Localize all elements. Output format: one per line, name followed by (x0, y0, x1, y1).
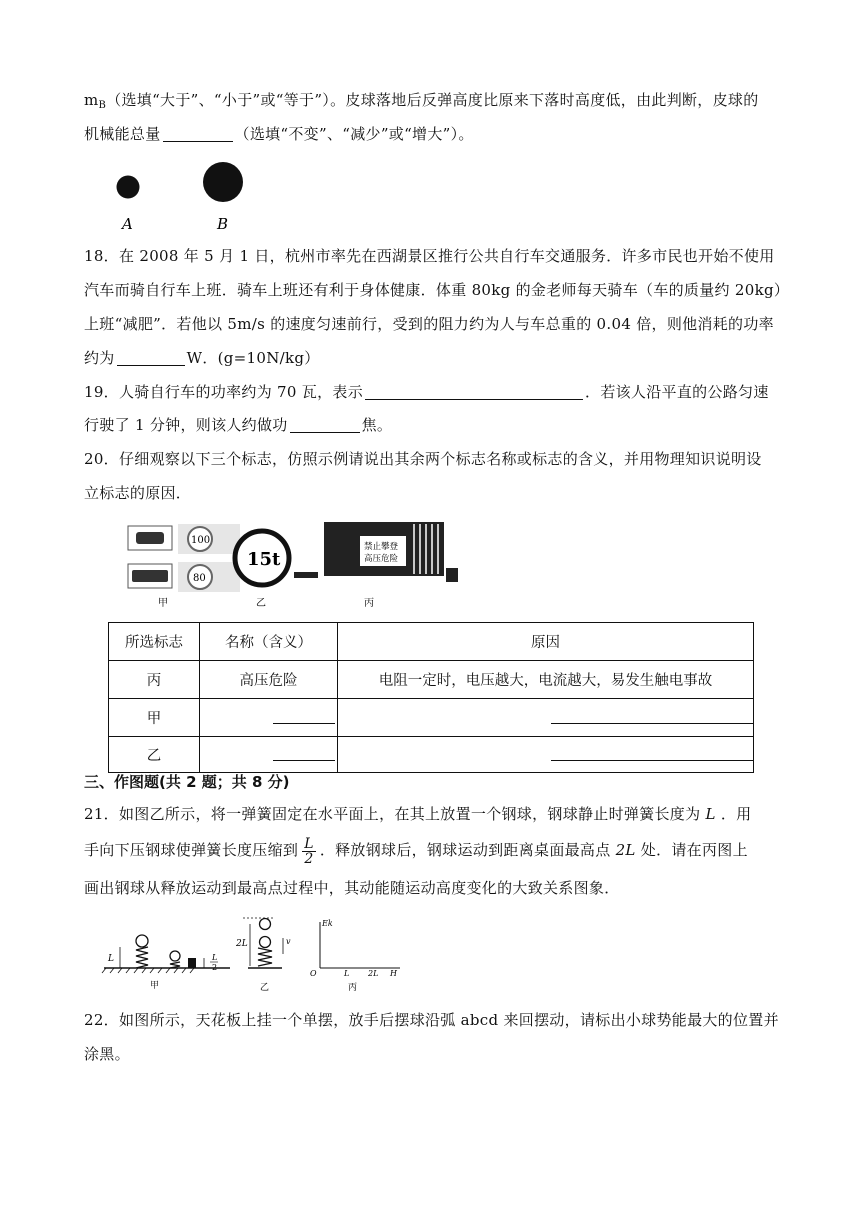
q21-figure (100, 910, 410, 1002)
row-sign: 乙 (109, 737, 200, 773)
q17-line2: 机械能总量 （选填“不变”、“减少”或“增大”）。 (84, 125, 474, 143)
compressed-spring-icon (170, 962, 180, 968)
q22-line2: 涂黑。 (84, 1045, 130, 1063)
row-sign: 甲 (109, 699, 200, 737)
q20-line1: 20．仔细观察以下三个标志，仿照示例请说出其余两个标志名称或标志的含义，并用物理知识说明设 (84, 450, 762, 468)
spring-icon (258, 948, 272, 966)
row-sign: 丙 (109, 661, 200, 699)
q21-line1: 21．如图乙所示，将一弹簧固定在水平面上，在其上放置一个钢球，钢球静止时弹簧长度为 L ．用 (84, 805, 752, 823)
q20-answer-table (108, 622, 754, 773)
jia-name-blank[interactable] (273, 707, 335, 724)
fig-half-L-num: L (212, 953, 218, 962)
row-name-cell (200, 737, 338, 773)
fig-label-bing: 丙 (348, 983, 358, 993)
ball-b-label: B (217, 215, 229, 233)
axis-tick-L: L (344, 969, 350, 978)
q21-fig-bing-axes (310, 919, 400, 993)
yi-name-blank[interactable] (273, 744, 335, 761)
ball-a (117, 176, 140, 199)
fig-half-L-den: 2 (212, 963, 218, 972)
q20-line2: 立标志的原因． (84, 484, 192, 502)
spring-icon (136, 947, 148, 968)
q18-line1: 18．在 2008 年 5 月 1 日，杭州市率先在西湖景区推行公共自行车交通服务．许多市民也开始不使用 (84, 247, 775, 265)
bus-icon (132, 570, 168, 582)
q20-signs-figure (124, 516, 464, 608)
fig-label-2L: 2L (236, 939, 248, 949)
label-yi: 乙 (256, 598, 266, 608)
fig-label-yi: 乙 (260, 983, 270, 993)
speed-limit-80: 80 (193, 573, 206, 584)
hv-text-1: 禁止攀登 (364, 542, 399, 552)
q19-blank-meaning[interactable] (365, 381, 583, 400)
table-row (109, 699, 754, 737)
ball-a-label: A (122, 215, 133, 233)
jia-reason-blank[interactable] (551, 707, 753, 724)
q17-balls-figure (108, 156, 258, 236)
fig-label-L: L (108, 954, 114, 964)
fig-label-jia: 甲 (150, 981, 160, 991)
q19-line1: 19．人骑自行车的功率约为 70 瓦，表示 ．若该人沿平直的公路匀速 (84, 383, 769, 401)
speed-limit-100: 100 (191, 535, 211, 546)
fig-label-v: v (286, 937, 291, 946)
q17-line1: $m_B$（选填“大于”、“小于”或“等于”）。皮球落地后反弹高度比原来下落时高度低，由此判断，皮球的 (84, 91, 759, 111)
car-icon (136, 532, 164, 544)
axis-origin-O: O (310, 969, 317, 978)
q19-line2: 行驶了 1 分钟，则该人约做功 焦。 (84, 416, 393, 434)
q21-line3: 画出钢球从释放运动到最高点过程中，其动能随运动高度变化的大致关系图象． (84, 879, 620, 897)
fraction-half-L: $\frac{L}{2}$ (304, 835, 314, 867)
q19-blank-work[interactable] (290, 414, 360, 433)
table-row (109, 661, 754, 699)
row-name-cell (200, 699, 338, 737)
table-row (109, 737, 754, 773)
hv-text-2: 高压危险 (364, 554, 399, 564)
ball-b (203, 162, 243, 202)
q18-line2: 汽车而骑自行车上班．骑车上班还有利于身体健康．体重 80kg 的金老师每天骑车（车的质量约 20kg） (84, 281, 790, 299)
steel-ball-compressed (170, 951, 180, 961)
sign-yi-weight-limit (235, 531, 289, 608)
steel-ball-released (260, 937, 271, 948)
q21-fig-yi (235, 918, 291, 993)
table-header-row (109, 623, 754, 661)
row-name: 高压危险 (200, 661, 338, 699)
q17-blank[interactable] (163, 123, 233, 142)
axis-label-Ek: Ek (322, 919, 333, 928)
row-reason-cell (338, 737, 754, 773)
axis-label-H: H (390, 969, 397, 978)
sign-bing-high-voltage (294, 522, 458, 608)
row-reason-cell (338, 699, 754, 737)
q18-line4: 约为 W．(g=10N/kg） (84, 349, 320, 367)
header-reason: 原因 (338, 623, 754, 661)
q21-fig-jia (102, 935, 230, 991)
q18-blank[interactable] (117, 347, 185, 366)
weight-limit-text: 15t (247, 549, 281, 570)
section-title: 三、作图题(共 2 题；共 8 分) (84, 773, 290, 791)
axis-tick-2L: 2L (368, 969, 379, 978)
yi-reason-blank[interactable] (551, 744, 753, 761)
label-jia: 甲 (158, 598, 168, 608)
header-name: 名称（含义） (200, 623, 338, 661)
header-sign: 所选标志 (109, 623, 200, 661)
q22-line1: 22．如图所示，天花板上挂一个单摆，放手后摆球沿弧 abcd 来回摆动，请标出小球势能最大的位置并 (84, 1011, 779, 1029)
row-reason: 电阻一定时，电压越大，电流越大，易发生触电事故 (338, 661, 754, 699)
steel-ball (136, 935, 148, 947)
hand-block (188, 958, 196, 968)
q21-line2: 手向下压钢球使弹簧长度压缩到 $\frac{L}{2}$ ．释放钢球后，钢球运动到距离桌面最高点 2L 处．请在丙图上 (84, 835, 748, 867)
q18-line3: 上班“减肥”．若他以 5m/s 的速度匀速前行，受到的阻力约为人与车总重的 0.04 倍，则他消耗的功率 (84, 315, 774, 333)
label-bing: 丙 (364, 598, 374, 608)
sign-jia-speed-limits (128, 524, 240, 608)
steel-ball-top (260, 919, 271, 930)
